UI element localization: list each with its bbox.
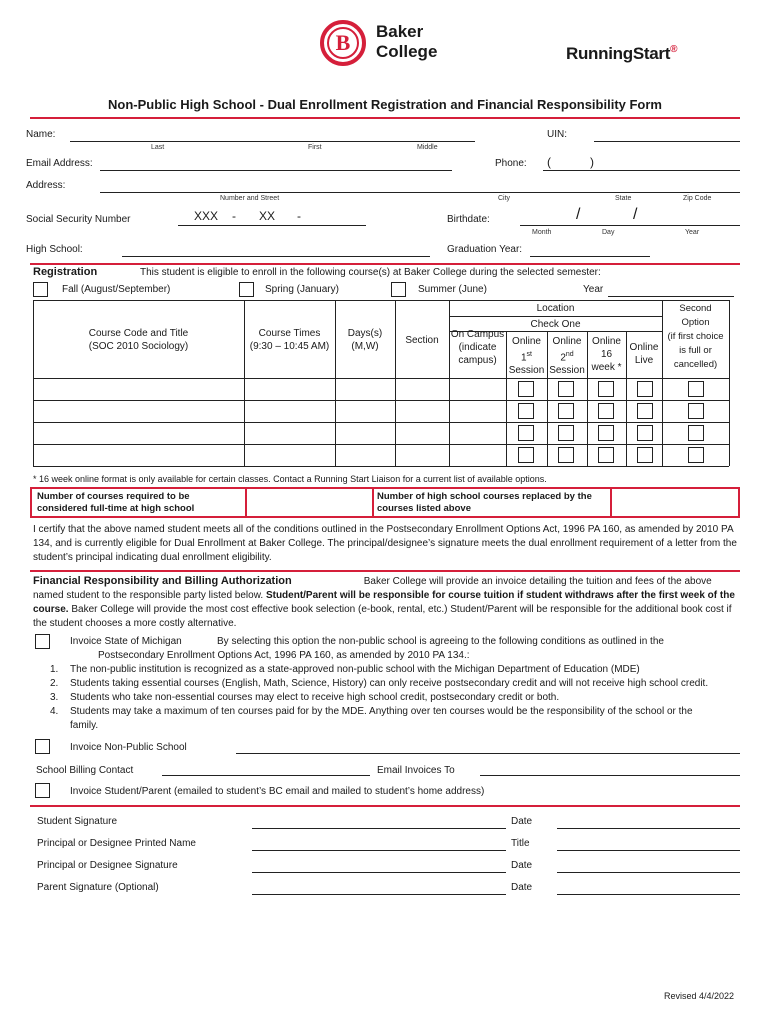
- footnote: * 16 week online format is only available for certain classes. Contact a Running Start Liaison for a current list of available options.: [33, 474, 547, 484]
- principal-title-field[interactable]: [557, 850, 740, 851]
- location-header: Location: [536, 303, 575, 314]
- svg-text:B: B: [335, 30, 351, 55]
- condition-num: 3.: [50, 692, 59, 703]
- invoice-nonpublic-checkbox[interactable]: [35, 739, 50, 754]
- signature-label: Student Signature: [37, 816, 118, 827]
- registration-intro: This student is eligible to enroll in the following course(s) at Baker College during the selected semester:: [140, 267, 601, 278]
- billing-contact-field[interactable]: [162, 775, 370, 776]
- high-school-label: High School:: [26, 244, 83, 255]
- signature-label: Principal or Designee Printed Name: [37, 838, 196, 849]
- row1-on-campus-checkbox[interactable]: [518, 381, 534, 397]
- ssn-xxx: XXX: [194, 209, 219, 223]
- birthdate-field[interactable]: [520, 225, 740, 226]
- row3-second-option-checkbox[interactable]: [688, 425, 704, 441]
- phone-field[interactable]: [543, 170, 740, 171]
- signature-right-label: Date: [511, 816, 533, 827]
- row2-on-campus-checkbox[interactable]: [518, 403, 534, 419]
- ssn-dash1: -: [232, 209, 236, 223]
- on-campus-header: On Campus (indicate campus): [450, 329, 505, 366]
- replaced-label: Number of high school courses replaced by the courses listed above: [377, 491, 592, 514]
- row4-on-campus-checkbox[interactable]: [518, 447, 534, 463]
- row4-online1-checkbox[interactable]: [558, 447, 574, 463]
- ssn-label: Social Security Number: [26, 214, 131, 225]
- principal-name-field[interactable]: [252, 850, 506, 851]
- summer-label: Summer (June): [418, 284, 487, 295]
- certify-text: I certify that the above named student meets all of the conditions outlined in the Postsecondary Enrollment Options Act, 1996 PA 160, as amended by 2010 PA 134, and is currently eligible for Dual Enrollment at Baker College. The principal/designee’s signature meets the dual enrollment requirement of a letter from the student’s principal indicating dual enrollment eligibility.: [33, 524, 737, 563]
- student-signature-field[interactable]: [252, 828, 506, 829]
- phone-label: Phone:: [495, 158, 527, 169]
- invoice-state-desc: By selecting this option the non-public school is agreeing to the following conditions as outlined in the: [217, 636, 664, 647]
- ssn-field[interactable]: [178, 225, 366, 226]
- title-rule: [30, 117, 740, 119]
- year-sublabel: Year: [685, 229, 700, 236]
- billing-contact-label: School Billing Contact: [36, 765, 134, 776]
- fulltime-field[interactable]: [248, 489, 370, 516]
- invoice-state-checkbox[interactable]: [35, 634, 50, 649]
- condition-text: The non-public institution is recognized as a state-approved non-public school with the Michigan Department of Education (MDE): [70, 664, 640, 675]
- summer-checkbox[interactable]: [391, 282, 406, 297]
- zip-sublabel: Zip Code: [683, 195, 712, 202]
- street-sublabel: Number and Street: [220, 195, 280, 202]
- logo-line1: Baker: [376, 22, 424, 41]
- financial-intro: Financial Responsibility and Billing Authorization Baker College will provide an invoice detailing the tuition and fees of the above named student to the responsible party listed below. Student/Parent will be responsible for course tuition if student withdraws after the first week of the course. Baker College will provide the most cost effective book selection (e-book, rental, etc.) Student/Parent will be responsible for the additional book cost if the student chooses a more costly alternative.: [33, 575, 735, 629]
- first-sublabel: First: [308, 144, 322, 151]
- invoice-student-checkbox[interactable]: [35, 783, 50, 798]
- name-field[interactable]: [70, 141, 475, 142]
- financial-heading: Financial Responsibility and Billing Authorization: [33, 575, 292, 587]
- parent-signature-field[interactable]: [252, 894, 506, 895]
- high-school-field[interactable]: [122, 256, 430, 257]
- phone-close: ): [590, 155, 594, 169]
- birthdate-label: Birthdate:: [447, 214, 490, 225]
- email-invoices-label: Email Invoices To: [377, 765, 455, 776]
- signature-right-label: Date: [511, 860, 533, 871]
- row3-on-campus-checkbox[interactable]: [518, 425, 534, 441]
- fall-checkbox[interactable]: [33, 282, 48, 297]
- online-2nd-header: Online 2nd Session: [549, 336, 585, 377]
- row3-online1-checkbox[interactable]: [558, 425, 574, 441]
- address-label: Address:: [26, 180, 66, 191]
- last-sublabel: Last: [151, 144, 165, 151]
- col-days-header: Days(s) (M,W): [347, 328, 383, 352]
- phone-open: (: [547, 155, 551, 169]
- uin-label: UIN:: [547, 129, 567, 140]
- condition-text: Students taking essential courses (English, Math, Science, History) can only receive postsecondary credit and will not receive high school credit.: [70, 678, 709, 689]
- col-times-header: Course Times (9:30 – 10:45 AM): [249, 328, 330, 352]
- replaced-field[interactable]: [613, 489, 737, 516]
- fulltime-label: Number of courses required to be considered full-time at high school: [37, 491, 195, 514]
- grad-year-label: Graduation Year:: [447, 244, 523, 255]
- row2-second-option-checkbox[interactable]: [688, 403, 704, 419]
- row1-online16-checkbox[interactable]: [637, 381, 653, 397]
- registration-rule: [30, 263, 740, 265]
- row4-second-option-checkbox[interactable]: [688, 447, 704, 463]
- signature-right-label: Title: [511, 838, 530, 849]
- row1-online1-checkbox[interactable]: [558, 381, 574, 397]
- nonpublic-school-field[interactable]: [236, 753, 740, 754]
- condition-num: 2.: [50, 678, 59, 689]
- row1-online2-checkbox[interactable]: [598, 381, 614, 397]
- birth-slash1: /: [576, 206, 581, 223]
- principal-signature-field[interactable]: [252, 872, 506, 873]
- row4-online16-checkbox[interactable]: [637, 447, 653, 463]
- spring-checkbox[interactable]: [239, 282, 254, 297]
- row2-online2-checkbox[interactable]: [598, 403, 614, 419]
- baker-seal-icon: [316, 18, 372, 68]
- running-start-logo: RunningStart®: [566, 44, 678, 63]
- online-live-header: Online Live: [629, 342, 659, 366]
- email-invoices-field[interactable]: [480, 775, 740, 776]
- registration-year-field[interactable]: [608, 296, 734, 297]
- invoice-nonpublic-label: Invoice Non-Public School: [70, 742, 187, 753]
- signature-label: Principal or Designee Signature: [37, 860, 178, 871]
- student-date-field[interactable]: [557, 828, 740, 829]
- online-16-header: Online 16 week *: [591, 336, 622, 373]
- ssn-xx: XX: [259, 209, 276, 223]
- fall-label: Fall (August/September): [62, 284, 171, 295]
- condition-text: Students who take non-essential courses may elect to receive high school credit, postsecondary credit or both.: [70, 692, 560, 703]
- revised-date: Revised 4/4/2022: [664, 991, 735, 1001]
- parent-date-field[interactable]: [557, 894, 740, 895]
- col-course-header: Course Code and Title (SOC 2010 Sociology): [88, 328, 189, 352]
- check-one-header: Check One: [530, 319, 581, 330]
- middle-sublabel: Middle: [417, 144, 438, 151]
- financial-rule: [30, 570, 740, 572]
- birth-slash2: /: [633, 206, 638, 223]
- page-title: Non-Public High School - Dual Enrollment Registration and Financial Responsibility Form: [108, 97, 662, 112]
- address-field[interactable]: [100, 192, 740, 193]
- email-field[interactable]: [100, 170, 452, 171]
- row1-second-option-checkbox[interactable]: [688, 381, 704, 397]
- invoice-state-label: Invoice State of Michigan: [70, 636, 182, 647]
- spring-label: Spring (January): [265, 284, 339, 295]
- row2-online1-checkbox[interactable]: [558, 403, 574, 419]
- invoice-state-desc2: Postsecondary Enrollment Options Act, 1996 PA 160, as amended by 2010 PA 134.:: [98, 650, 470, 661]
- month-sublabel: Month: [532, 229, 552, 236]
- principal-date-field[interactable]: [557, 872, 740, 873]
- day-sublabel: Day: [602, 229, 615, 236]
- email-label: Email Address:: [26, 158, 93, 169]
- name-label: Name:: [26, 129, 56, 140]
- logo-line2: College: [376, 42, 438, 61]
- row2-online16-checkbox[interactable]: [637, 403, 653, 419]
- col-section-header: Section: [405, 335, 439, 346]
- year-label: Year: [583, 284, 604, 295]
- ssn-dash2: -: [297, 209, 301, 223]
- condition-text-cont: family.: [70, 720, 99, 731]
- signature-rule: [30, 805, 740, 807]
- condition-num: 4.: [50, 706, 59, 717]
- baker-college-logo: [316, 18, 466, 68]
- registration-heading: Registration: [33, 266, 98, 278]
- row3-online2-checkbox[interactable]: [598, 425, 614, 441]
- signature-label: Parent Signature (Optional): [37, 882, 159, 893]
- grad-year-field[interactable]: [530, 256, 650, 257]
- invoice-student-label: Invoice Student/Parent (emailed to student’s BC email and mailed to student’s home address): [70, 786, 485, 797]
- state-sublabel: State: [615, 195, 632, 202]
- online-1st-header: Online 1st Session: [508, 336, 545, 377]
- condition-num: 1.: [50, 664, 59, 675]
- signature-right-label: Date: [511, 882, 533, 893]
- city-sublabel: City: [498, 195, 511, 202]
- condition-text: Students may take a maximum of ten courses paid for by the MDE. Anything over ten courses would be the responsibility of the school or the: [70, 706, 693, 717]
- second-option-header: Second Option (if first choice is full or cancelled): [667, 303, 724, 370]
- uin-field[interactable]: [594, 141, 740, 142]
- row4-online2-checkbox[interactable]: [598, 447, 614, 463]
- row3-online16-checkbox[interactable]: [637, 425, 653, 441]
